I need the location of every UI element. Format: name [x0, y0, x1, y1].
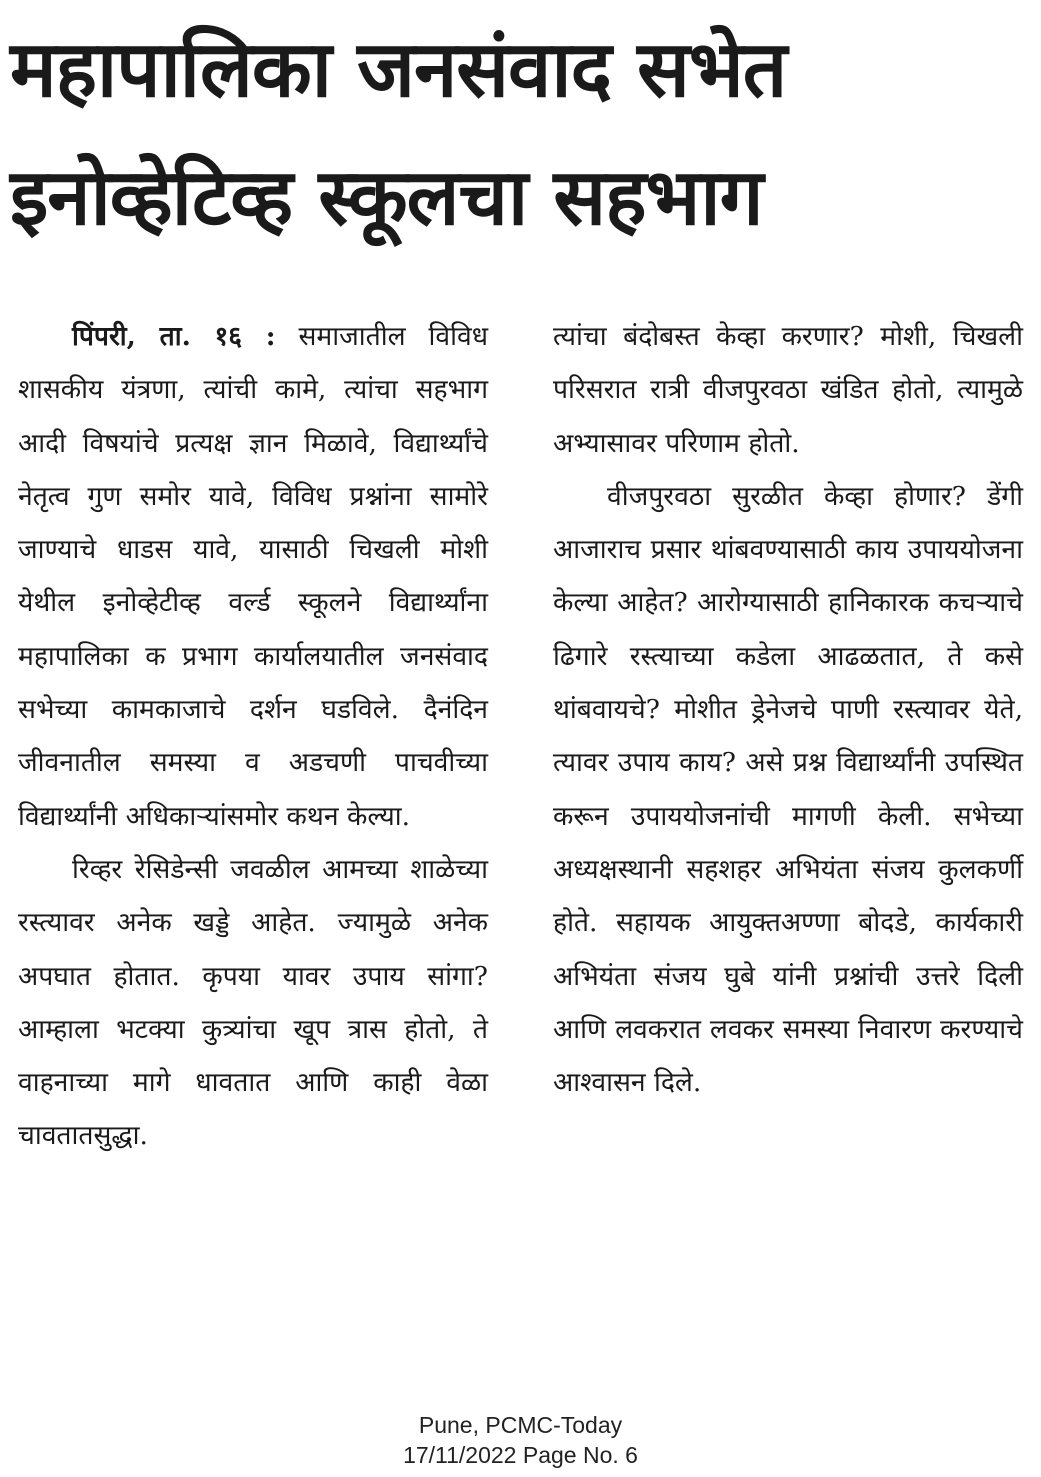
source-line: Pune, PCMC-Today — [418, 1412, 623, 1438]
headline — [10, 6, 1030, 262]
date-page-line: 17/11/2022 Page No. 6 — [403, 1442, 638, 1468]
right-column — [553, 310, 1023, 1163]
paragraph: वीजपुरवठा सुरळीत केव्हा होणार? डेंगी आजाराच प्रसार थांबवण्यासाठी काय उपाययोजना केल्या आहेत? आरोग्यासाठी हानिकारक कचऱ्याचे ढिगारे रस्त्याच्या कडेला आढळतात, ते कसे थांबवायचे? मोशीत ड्रेनेजचे पाणी रस्त्यावर येते, त्यावर उपाय काय? असे प्रश्न विद्यार्थ्यांनी उपस्थित करून उपाययोजनांची मागणी केली. सभेच्या अध्यक्षस्थानी सहशहर अभियंता संजय कुलकर्णी होते. सहायक आयुक्तअण्णा बोदडे, कार्यकारी अभियंता संजय घुबे यांनी प्रश्नांची उत्तरे दिली आणि लवकरात लवकर समस्या निवारण करण्याचे आश्वासन दिले. — [553, 480, 1023, 1099]
headline-line-1: महापालिका जनसंवाद सभेत — [10, 25, 787, 115]
left-column — [18, 310, 488, 1163]
headline-line-2: इनोव्हेटिव्ह स्कूलचा सहभाग — [10, 153, 763, 243]
source-footer — [0, 1410, 1041, 1470]
dateline: पिंपरी, ता. १६ : — [72, 321, 276, 352]
paragraph — [18, 310, 488, 843]
article-body — [18, 310, 1023, 1163]
paragraph: रिव्हर रेसिडेन्सी जवळील आमच्या शाळेच्या रस्त्यावर अनेक खड्डे आहेत. ज्यामुळे अनेक अपघात होतात. कृपया यावर उपाय सांगा? आम्हाला भटक्या कुत्र्यांचा खूप त्रास होतो, ते वाहनाच्या मागे धावतात आणि काही वेळा चावतातसुद्धा. — [18, 853, 488, 1152]
paragraph-text: समाजातील विविध शासकीय यंत्रणा, त्यांची कामे, त्यांचा सहभाग आदी विषयांचे प्रत्यक्ष ज्ञान मिळावे, विद्यार्थ्यांचे नेतृत्व गुण समोर यावे, विविध प्रश्नांना सामोरे जाण्याचे धाडस यावे, यासाठी चिखली मोशी येथील इनोव्हेटीव्ह वर्ल्ड स्कूलने विद्यार्थ्यांना महापालिका क प्रभाग कार्यालयातील जनसंवाद सभेच्या कामकाजाचे दर्शन घडविले. दैनंदिन जीवनातील समस्या व अडचणी पाचवीच्या विद्यार्थ्यांनी अधिकाऱ्यांसमोर कथन केल्या. — [18, 321, 488, 832]
paragraph: त्यांचा बंदोबस्त केव्हा करणार? मोशी, चिखली परिसरात रात्री वीजपुरवठा खंडित होतो, त्यामुळे अभ्यासावर परिणाम होतो. — [553, 321, 1023, 459]
